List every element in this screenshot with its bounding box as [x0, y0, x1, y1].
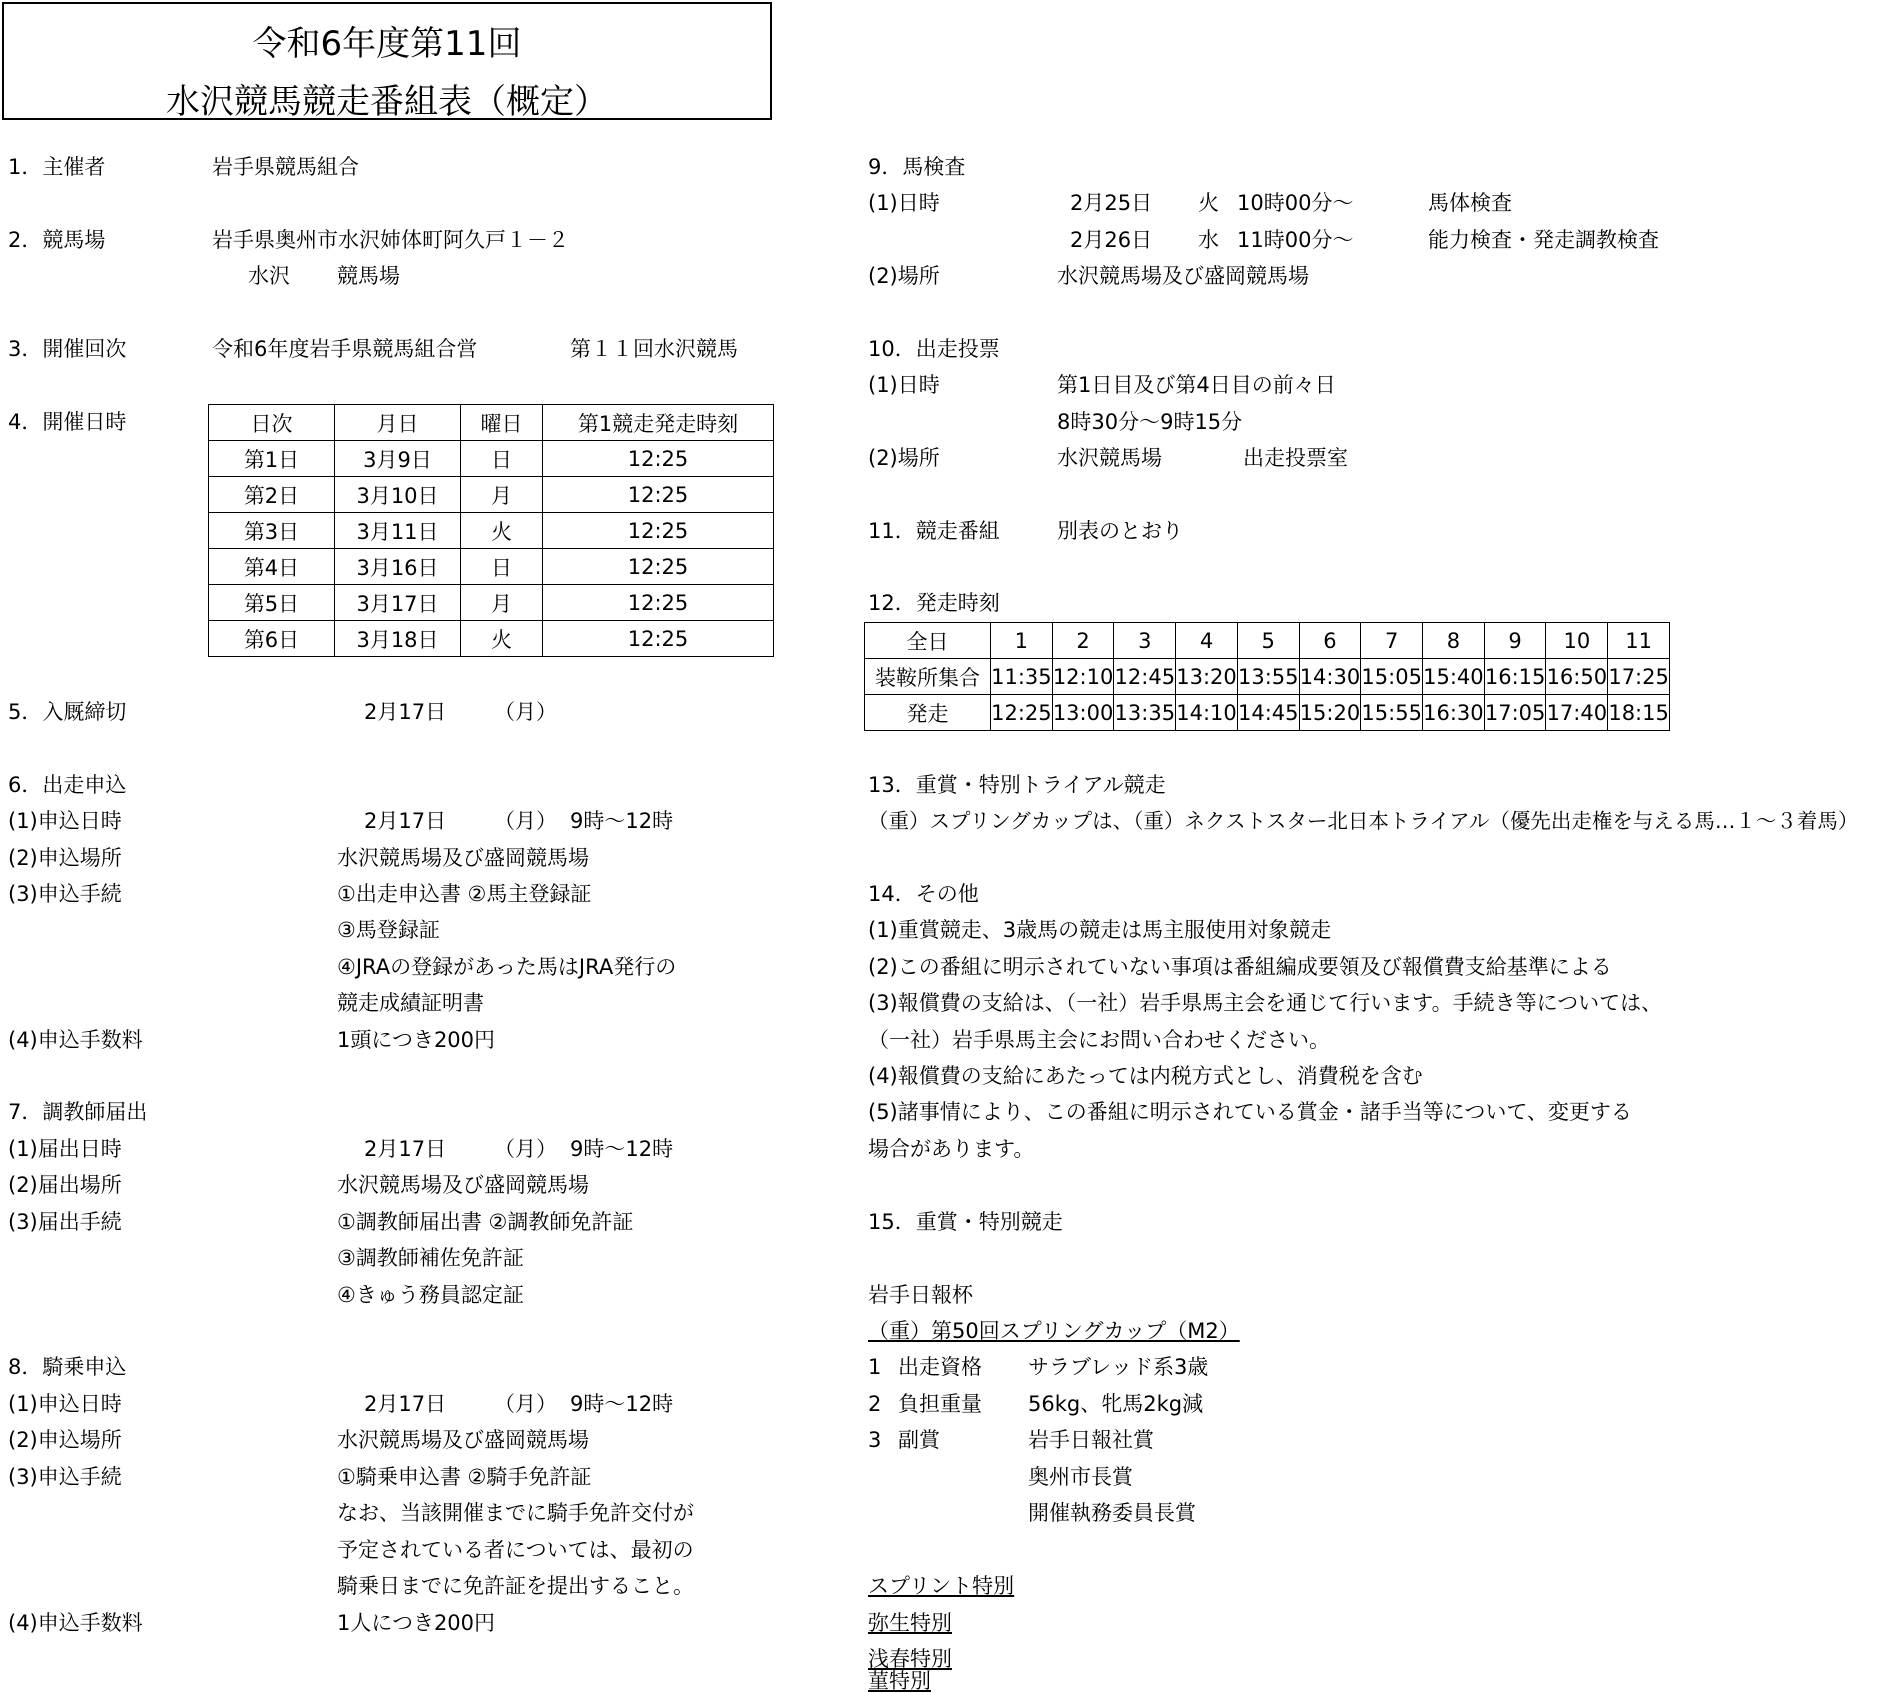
page-title-line1: 令和6年度第11回: [252, 24, 522, 64]
s8-r3-v2: なお、当該開催までに騎手免許交付が: [337, 1501, 694, 1525]
schedule-cell: 第5日: [209, 585, 335, 621]
race-time-cell: 17:25: [1608, 659, 1670, 695]
s9-d2-dow: 水: [1198, 228, 1219, 252]
schedule-cell: 月: [461, 477, 543, 513]
s6-r1-dow: （月）: [494, 809, 557, 833]
s12-label: 12．発走時刻: [868, 591, 1000, 615]
schedule-header: 月日: [335, 405, 461, 441]
s6-r3-label: (3)申込手続: [8, 882, 122, 906]
special-race: 弥生特別: [868, 1611, 952, 1635]
race-number: 2: [1052, 623, 1114, 659]
s5-label: 5．入厩締切: [8, 700, 127, 724]
s3-value1: 令和6年度岩手県競馬組合営: [212, 337, 478, 361]
s8-r1-label: (1)申込日時: [8, 1392, 122, 1416]
s15-q3-v2: 奥州市長賞: [1028, 1465, 1133, 1489]
race-number: 11: [1608, 623, 1670, 659]
s15-label: 15．重賞・特別競走: [868, 1210, 1063, 1234]
race-time-cell: 17:05: [1484, 695, 1546, 731]
s8-r3-v1: ①騎乗申込書 ②騎手免許証: [337, 1465, 592, 1489]
schedule-cell: 3月16日: [335, 549, 461, 585]
race-time-cell: 12:25: [991, 695, 1053, 731]
s14-line4: （一社）岩手県馬主会にお問い合わせください。: [868, 1028, 1330, 1052]
s11-label: 11．競走番組: [868, 519, 1000, 543]
race-time-cell: 14:30: [1299, 659, 1361, 695]
s8-r3-v4: 騎乗日までに免許証を提出すること。: [337, 1574, 694, 1598]
race-number: 6: [1299, 623, 1361, 659]
s9-d1-desc: 馬体検査: [1428, 191, 1512, 215]
schedule-cell: 12:25: [543, 549, 774, 585]
s7-r3-v1: ①調教師届出書 ②調教師免許証: [337, 1210, 634, 1234]
s6-r2-value: 水沢競馬場及び盛岡競馬場: [337, 846, 589, 870]
schedule-cell: 第3日: [209, 513, 335, 549]
schedule-cell: 3月17日: [335, 585, 461, 621]
race-time-cell: 15:55: [1361, 695, 1423, 731]
s6-r3-v2: ③馬登録証: [337, 918, 440, 942]
special-race: 浅春特別: [868, 1647, 952, 1671]
s15-q1-num: 1: [868, 1355, 882, 1379]
s8-r2-label: (2)申込場所: [8, 1428, 122, 1452]
race-number: 4: [1176, 623, 1238, 659]
race-time-head: 全日: [865, 623, 991, 659]
s10-r2-label: (2)場所: [868, 446, 940, 470]
s7-r2-value: 水沢競馬場及び盛岡競馬場: [337, 1173, 589, 1197]
race-time-cell: 13:20: [1176, 659, 1238, 695]
s15-race-title: （重）第50回スプリングカップ（M2）: [868, 1319, 1240, 1343]
s8-r3-v3: 予定されている者については、最初の: [337, 1538, 694, 1562]
race-number: 3: [1114, 623, 1176, 659]
race-time-cell: 12:45: [1114, 659, 1176, 695]
s8-label: 8．騎乗申込: [8, 1355, 127, 1379]
race-time-cell: 16:15: [1484, 659, 1546, 695]
race-time-cell: 18:15: [1608, 695, 1670, 731]
s9-r1-label: (1)日時: [868, 191, 940, 215]
race-time-row: [865, 695, 1670, 731]
s6-r4-label: (4)申込手数料: [8, 1028, 143, 1052]
s10-r1-label: (1)日時: [868, 373, 940, 397]
s8-r1-dow: （月）: [494, 1392, 557, 1416]
s6-label: 6．出走申込: [8, 773, 127, 797]
race-time-cell: 15:20: [1299, 695, 1361, 731]
s7-r3-label: (3)届出手続: [8, 1210, 122, 1234]
race-number: 8: [1423, 623, 1485, 659]
race-number: 10: [1546, 623, 1608, 659]
schedule-cell: 3月10日: [335, 477, 461, 513]
page-title-line2: 水沢競馬競走番組表（概定）: [166, 82, 608, 122]
race-row-label: 装鞍所集合: [865, 659, 991, 695]
schedule-cell: 3月11日: [335, 513, 461, 549]
s8-r2-value: 水沢競馬場及び盛岡競馬場: [337, 1428, 589, 1452]
s8-r4-value: 1人につき200円: [337, 1611, 496, 1635]
s10-r2-v2: 出走投票室: [1243, 446, 1348, 470]
s14-line7: 場合があります。: [868, 1137, 1035, 1161]
schedule-row: [209, 441, 774, 477]
s9-d1-date: 2月25日: [1070, 191, 1153, 215]
schedule-cell: 12:25: [543, 621, 774, 657]
s15-q3-label: 副賞: [898, 1428, 940, 1452]
s2-value2a: 水沢: [248, 264, 290, 288]
s14-line1: (1)重賞競走、3歳馬の競走は馬主服使用対象競走: [868, 918, 1332, 942]
race-time-cell: 15:05: [1361, 659, 1423, 695]
s1-value: 岩手県競馬組合: [212, 155, 359, 179]
race-time-cell: 16:30: [1423, 695, 1485, 731]
race-time-cell: 11:35: [991, 659, 1053, 695]
title-box: [2, 2, 772, 120]
race-time-row: [865, 659, 1670, 695]
s6-r4-value: 1頭につき200円: [337, 1028, 496, 1052]
schedule-cell: 月: [461, 585, 543, 621]
s9-label: 9．馬検査: [868, 155, 966, 179]
race-time-cell: 13:55: [1237, 659, 1299, 695]
s6-r3-v3: ④JRAの登録があった馬はJRA発行の: [337, 955, 677, 979]
s8-r1-time: 9時～12時: [570, 1392, 674, 1416]
s7-r1-dow: （月）: [494, 1137, 557, 1161]
s15-q2-num: 2: [868, 1392, 882, 1416]
schedule-header: 第1競走発走時刻: [543, 405, 774, 441]
race-time-table: [864, 622, 1670, 731]
schedule-cell: 第4日: [209, 549, 335, 585]
s14-line5: (4)報償費の支給にあたっては内税方式とし、消費税を含む: [868, 1064, 1423, 1088]
s15-q3-num: 3: [868, 1428, 882, 1452]
schedule-cell: 3月9日: [335, 441, 461, 477]
schedule-cell: 第1日: [209, 441, 335, 477]
s10-r1-v2: 8時30分～9時15分: [1057, 410, 1243, 434]
race-number: 1: [991, 623, 1053, 659]
s14-line2: (2)この番組に明示されていない事項は番組編成要領及び報償費支給基準による: [868, 955, 1612, 979]
s7-r1-date: 2月17日: [364, 1137, 447, 1161]
schedule-row: [209, 621, 774, 657]
race-time-cell: 14:45: [1237, 695, 1299, 731]
s7-r2-label: (2)届出場所: [8, 1173, 122, 1197]
s5-dow: （月）: [494, 700, 557, 724]
s2-value2b: 競馬場: [337, 264, 400, 288]
special-race: スプリント特別: [868, 1574, 1015, 1598]
race-time-cell: 15:40: [1423, 659, 1485, 695]
schedule-cell: 火: [461, 621, 543, 657]
s6-r1-date: 2月17日: [364, 809, 447, 833]
schedule-cell: 火: [461, 513, 543, 549]
race-time-cell: 17:40: [1546, 695, 1608, 731]
s3-value2: 第１１回水沢競馬: [570, 337, 738, 361]
race-time-cell: 13:00: [1052, 695, 1114, 731]
s13-value: （重）スプリングカップは、（重）ネクストスター北日本トライアル（優先出走権を与える馬…１～３着馬）: [868, 809, 1859, 833]
race-number: 7: [1361, 623, 1423, 659]
schedule-cell: 12:25: [543, 585, 774, 621]
s7-r3-v2: ③調教師補佐免許証: [337, 1246, 524, 1270]
s15-q2-label: 負担重量: [898, 1392, 982, 1416]
s6-r3-v1: ①出走申込書 ②馬主登録証: [337, 882, 592, 906]
s11-value: 別表のとおり: [1057, 519, 1183, 543]
s10-label: 10．出走投票: [868, 337, 1000, 361]
schedule-cell: 3月18日: [335, 621, 461, 657]
schedule-cell: 日: [461, 549, 543, 585]
s2-value1: 岩手県奥州市水沢姉体町阿久戸１－２: [212, 228, 569, 252]
schedule-cell: 12:25: [543, 441, 774, 477]
s15-q1-value: サラブレッド系3歳: [1028, 1355, 1209, 1379]
s10-r1-v1: 第1日目及び第4日目の前々日: [1057, 373, 1336, 397]
schedule-table: [208, 404, 774, 657]
s15-q1-label: 出走資格: [898, 1355, 982, 1379]
s3-label: 3．開催回次: [8, 337, 127, 361]
schedule-row: [209, 477, 774, 513]
schedule-row: [209, 549, 774, 585]
s8-r3-label: (3)申込手続: [8, 1465, 122, 1489]
race-time-cell: 16:50: [1546, 659, 1608, 695]
race-number: 5: [1237, 623, 1299, 659]
s7-r1-time: 9時～12時: [570, 1137, 674, 1161]
s15-sponsor: 岩手日報杯: [868, 1283, 973, 1307]
s5-date: 2月17日: [364, 700, 447, 724]
race-time-cell: 13:35: [1114, 695, 1176, 731]
s15-q2-value: 56kg、牝馬2kg減: [1028, 1392, 1204, 1416]
s4-label: 4．開催日時: [8, 410, 127, 434]
schedule-row: [209, 513, 774, 549]
special-race: 菫特別: [868, 1669, 931, 1693]
schedule-cell: 日: [461, 441, 543, 477]
s9-r2-value: 水沢競馬場及び盛岡競馬場: [1057, 264, 1309, 288]
s9-d2-desc: 能力検査・発走調教検査: [1428, 228, 1659, 252]
schedule-header: 曜日: [461, 405, 543, 441]
race-number: 9: [1484, 623, 1546, 659]
race-time-cell: 14:10: [1176, 695, 1238, 731]
s10-r2-v1: 水沢競馬場: [1057, 446, 1162, 470]
s7-r1-label: (1)届出日時: [8, 1137, 122, 1161]
race-time-header-row: [865, 623, 1670, 659]
race-row-label: 発走: [865, 695, 991, 731]
race-time-cell: 12:10: [1052, 659, 1114, 695]
s2-label: 2．競馬場: [8, 228, 106, 252]
schedule-header: 日次: [209, 405, 335, 441]
s1-label: 1．主催者: [8, 155, 106, 179]
schedule-header-row: [209, 405, 774, 441]
s6-r1-time: 9時～12時: [570, 809, 674, 833]
s9-r2-label: (2)場所: [868, 264, 940, 288]
s13-label: 13．重賞・特別トライアル競走: [868, 773, 1166, 797]
s15-q3-v1: 岩手日報社賞: [1028, 1428, 1154, 1452]
s14-line3: (3)報償費の支給は、（一社）岩手県馬主会を通じて行います。手続き等については、: [868, 991, 1663, 1015]
schedule-row: [209, 585, 774, 621]
schedule-cell: 第2日: [209, 477, 335, 513]
s14-line6: (5)諸事情により、この番組に明示されている賞金・諸手当等について、変更する: [868, 1100, 1632, 1124]
schedule-cell: 12:25: [543, 477, 774, 513]
s15-q3-v3: 開催執務委員長賞: [1028, 1501, 1196, 1525]
schedule-cell: 12:25: [543, 513, 774, 549]
s14-label: 14．その他: [868, 882, 979, 906]
s9-d2-date: 2月26日: [1070, 228, 1153, 252]
s7-r3-v3: ④きゅう務員認定証: [337, 1283, 524, 1307]
s6-r2-label: (2)申込場所: [8, 846, 122, 870]
s6-r3-v4: 競走成績証明書: [337, 991, 484, 1015]
s9-d2-time: 11時00分～: [1237, 228, 1354, 252]
s8-r4-label: (4)申込手数料: [8, 1611, 143, 1635]
s9-d1-time: 10時00分～: [1237, 191, 1354, 215]
s6-r1-label: (1)申込日時: [8, 809, 122, 833]
schedule-cell: 第6日: [209, 621, 335, 657]
s8-r1-date: 2月17日: [364, 1392, 447, 1416]
s7-label: 7．調教師届出: [8, 1100, 148, 1124]
s9-d1-dow: 火: [1198, 191, 1219, 215]
